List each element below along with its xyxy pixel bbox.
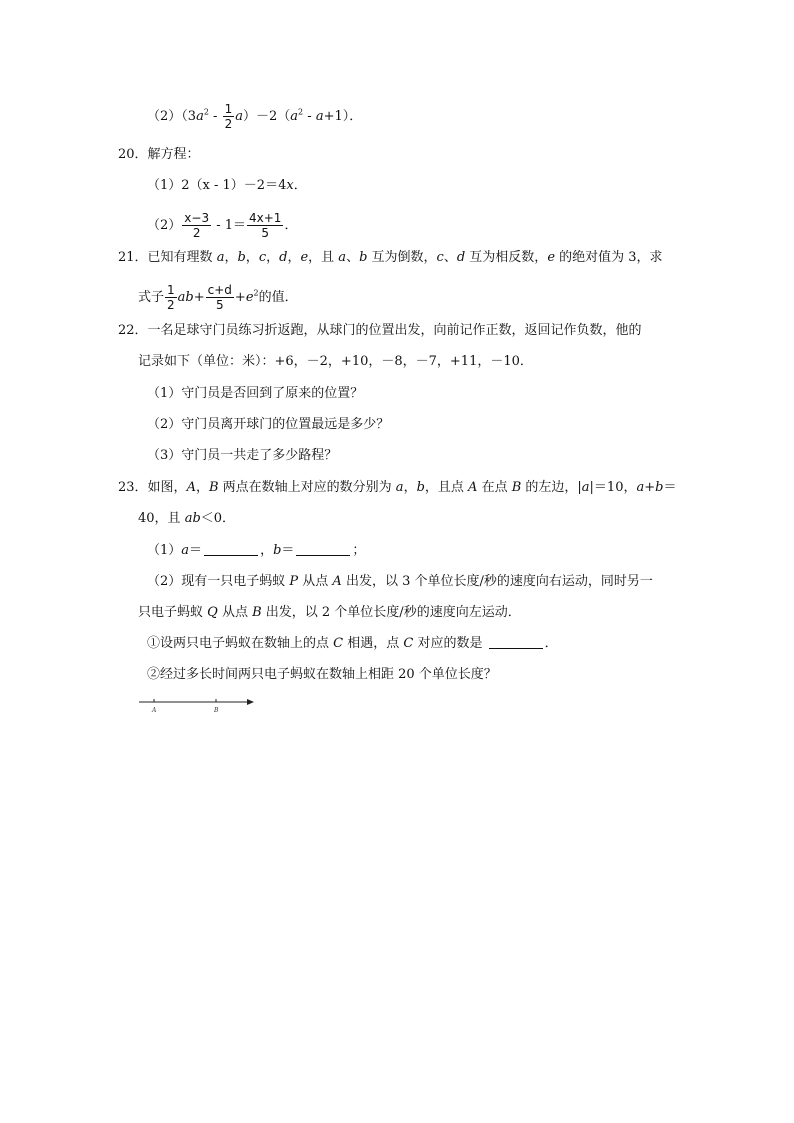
q23-sub2-line2: 只电子蚂蚁 Q 从点 B 出发，以 2 个单位长度/秒的速度向左运动． <box>138 605 521 620</box>
q22-sub3: （3）守门员一共走了多少路程？ <box>147 448 338 463</box>
q23-circle1: ①设两只电子蚂蚁在数轴上的点 C 相遇，点 C 对应的数是 ． <box>147 636 558 651</box>
q22-line2: 记录如下（单位：米）：+6，－2，+10，－8，－7，+11，－10． <box>138 354 533 369</box>
number-line-arrow <box>247 699 254 705</box>
q22-line1: 22．一名足球守门员练习折返跑，从球门的位置出发，向前记作正数，返回记作负数，他的 <box>118 323 642 338</box>
q20-title: 20．解方程： <box>118 147 200 162</box>
number-line-figure <box>138 694 258 716</box>
q22-sub2: （2）守门员离开球门的位置最远是多少？ <box>147 417 390 432</box>
q19-part2: $(2)(3a^2$ - $\frac{1}{2}$ $a)-2(a^2 - a+1)$． <box>147 102 363 131</box>
q21-line1: 21．已知有理数 a，b，c，d，e，且 a、b 互为倒数，c、d 互为相反数，e 的绝对值为 3，求 <box>118 250 663 265</box>
q20-part1: （1）2（x - 1）－2＝4x． <box>147 178 307 193</box>
answer-blank-b[interactable] <box>296 541 350 556</box>
fraction-half: $\frac{1}{2}$ <box>224 102 233 131</box>
q21-line2: 式子 $\frac{1}{2}$ ab+ $\frac{c+d}{5}$ $+e^2$的值． <box>138 283 298 312</box>
q23-line2: 40，且 ab＜0． <box>138 511 236 526</box>
point-a-label: A <box>152 707 157 714</box>
answer-blank-c[interactable] <box>489 634 543 649</box>
q23-sub1: （1）a＝ ，b＝ ； <box>147 543 366 558</box>
answer-blank-a[interactable] <box>204 541 258 556</box>
fraction-x-3-over-2: $\frac{x-3}{2}$ <box>184 211 210 240</box>
q22-sub1: （1）守门员是否回到了原来的位置？ <box>147 386 364 401</box>
point-b-label: B <box>214 707 219 714</box>
fraction-half: $\frac{1}{2}$ <box>167 283 175 312</box>
q23-sub2-line1: （2）现有一只电子蚂蚁 P 从点 A 出发，以 3 个单位长度/秒的速度向右运动，同时另一 <box>147 574 653 589</box>
fraction-c+d-over-5: $\frac{c+d}{5}$ <box>207 283 232 312</box>
q20-part2: （2） $\frac{x-3}{2}$ - 1＝ $\frac{4x+1}{5}$ ． <box>147 211 298 240</box>
q23-line1: 23．如图，A，B 两点在数轴上对应的数分别为 a，b，且点 A 在点 B 的左边，|a|＝10，a+b＝ <box>118 480 677 495</box>
fraction-4x+1-over-5: $\frac{4x+1}{5}$ <box>249 211 282 240</box>
q23-circle2: ②经过多长时间两只电子蚂蚁在数轴上相距 20 个单位长度？ <box>147 667 497 682</box>
